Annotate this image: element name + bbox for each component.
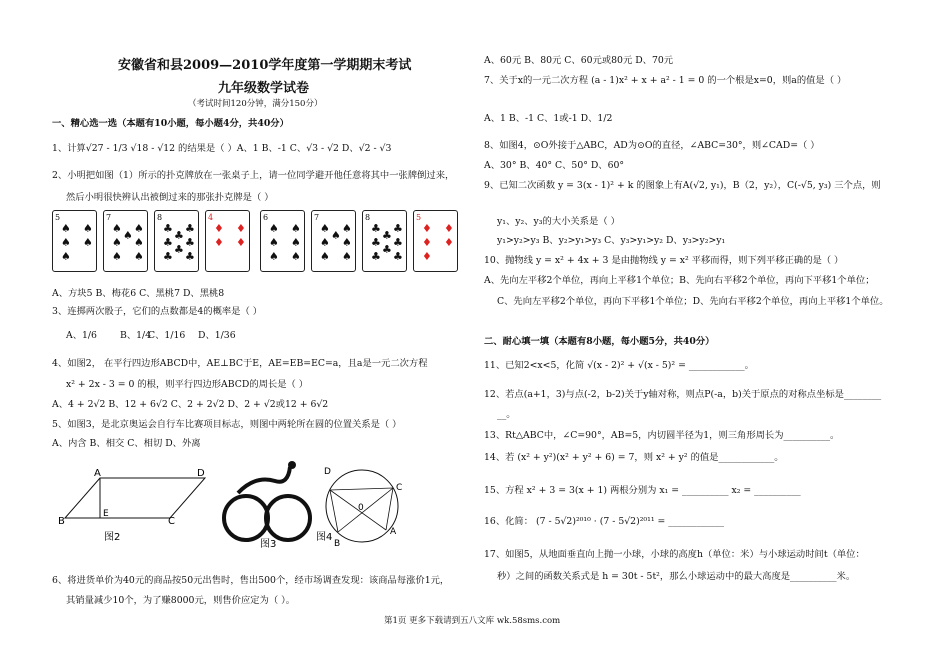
question-5: 5、如图3，是北京奥运会自行车比赛项目标志，则图中两轮所在圆的位置关系是（ ） bbox=[52, 419, 402, 430]
exam-subject-title: 九年级数学试卷 bbox=[218, 81, 310, 96]
card-rank: 7 bbox=[314, 213, 320, 222]
question-6-options: A、60元 B、80元 C、60元或80元 D、70元 bbox=[484, 55, 674, 66]
exam-info: （考试时间120分钟，满分150分） bbox=[188, 99, 323, 109]
playing-card bbox=[52, 210, 97, 272]
card-suit-pip: ♠ bbox=[320, 236, 330, 249]
card-suit-pip: ♦ bbox=[422, 236, 432, 249]
question-7: 7、关于x的一元二次方程 (a - 1)x² + x + a² - 1 = 0 的一个根是x=0，则a的值是（ ） bbox=[484, 75, 847, 86]
card-suit-pip: ♣ bbox=[163, 222, 173, 235]
playing-card bbox=[362, 210, 407, 272]
figure-3-bicycle-logo bbox=[220, 455, 320, 550]
question-8-options: A、30° B、40° C、50° D、60° bbox=[484, 160, 625, 171]
card-suit-pip: ♣ bbox=[371, 222, 381, 235]
figure-2-caption: 图2 bbox=[104, 532, 121, 543]
question-10-option-cd: C、先向左平移2个单位，再向下平移1个单位；D、先向右平移2个单位，再向上平移1个单位。 bbox=[497, 296, 889, 307]
question-6-line1: 6、将进货单价为40元的商品按50元出售时，售出500个，经市场调查发现：该商品每涨价1元， bbox=[52, 575, 450, 586]
card-suit-pip: ♦ bbox=[236, 222, 246, 235]
question-11: 11、已知2<x<5，化简 √(x - 2)² + √(x - 5)² = ____________。 bbox=[484, 360, 754, 371]
svg-text:A: A bbox=[94, 468, 101, 479]
svg-text:C: C bbox=[396, 483, 403, 493]
figure-2-parallelogram bbox=[60, 466, 220, 546]
card-rank: 8 bbox=[157, 213, 163, 222]
figure-3-caption: 图3 bbox=[260, 539, 277, 550]
figure-4-caption: 图4 bbox=[316, 532, 333, 543]
card-suit-pip: ♣ bbox=[185, 250, 195, 263]
question-3: 3、连掷两次骰子，它们的点数都是4的概率是（ ） bbox=[52, 306, 263, 317]
question-4-options: A、4 + 2√2 B、12 + 6√2 C、2 + 2√2 D、2 + √2或12 + 6√2 bbox=[52, 399, 329, 410]
question-10: 10、抛物线 y = x² + 4x + 3 是由抛物线 y = x² 平移而得，则下列平移正确的是（ ） bbox=[484, 255, 844, 266]
q3-option-c: C、1/16 bbox=[148, 330, 186, 341]
card-suit-pip: ♠ bbox=[61, 236, 71, 249]
card-suit-pip: ♠ bbox=[61, 250, 71, 263]
question-12-line1: 12、若点(a+1，3)与点(-2，b-2)关于y轴对称，则点P(-a，b)关于原点的对称点坐标是________ bbox=[484, 389, 882, 400]
card-suit-pip: ♣ bbox=[393, 250, 403, 263]
section1-heading: 一、精心选一选（本题有10小题，每小题4分，共40分） bbox=[52, 118, 289, 129]
card-suit-pip: ♦ bbox=[444, 222, 454, 235]
card-suit-pip: ♠ bbox=[291, 236, 301, 249]
card-suit-pip: ♣ bbox=[174, 243, 184, 256]
card-suit-pip: ♣ bbox=[371, 250, 381, 263]
card-suit-pip: ♠ bbox=[112, 222, 122, 235]
card-suit-pip: ♠ bbox=[83, 236, 93, 249]
card-suit-pip: ♠ bbox=[112, 250, 122, 263]
question-17-line2: 秒）之间的函数关系式是 h = 30t - 5t²，那么小球运动中的最大高度是__________米。 bbox=[497, 571, 856, 582]
card-suit-pip: ♠ bbox=[342, 250, 352, 263]
card-suit-pip: ♣ bbox=[393, 236, 403, 249]
question-9-line2: y₁、y₂、y₃的大小关系是（ ） bbox=[497, 216, 620, 227]
card-suit-pip: ♣ bbox=[163, 236, 173, 249]
playing-card bbox=[311, 210, 356, 272]
card-rank: 5 bbox=[416, 213, 422, 222]
question-2-options: A、方块5 B、梅花6 C、黑桃7 D、黑桃8 bbox=[52, 288, 225, 299]
card-suit-pip: ♦ bbox=[422, 222, 432, 235]
card-rank: 8 bbox=[365, 213, 371, 222]
card-suit-pip: ♦ bbox=[444, 236, 454, 249]
card-suit-pip: ♠ bbox=[269, 236, 279, 249]
card-suit-pip: ♠ bbox=[320, 222, 330, 235]
svg-text:E: E bbox=[103, 509, 109, 519]
question-7-options: A、1 B、-1 C、1或-1 D、1/2 bbox=[484, 113, 613, 124]
question-16: 16、化简： (7 - 5√2)²⁰¹⁰ · (7 - 5√2)²⁰¹¹ = ____________ bbox=[484, 516, 725, 527]
card-suit-pip: ♠ bbox=[331, 229, 341, 242]
question-12-line2: __。 bbox=[497, 409, 516, 420]
card-suit-pip: ♦ bbox=[236, 236, 246, 249]
question-4-line1: 4、如图2， 在平行四边形ABCD中，AE⊥BC于E，AE=EB=EC=a，且a是一元二次方程 bbox=[52, 358, 428, 369]
playing-card bbox=[413, 210, 458, 272]
question-1: 1、计算√27 - 1/3 √18 - √12 的结果是（ ）A、1 B、-1 C、√3 - √2 D、√2 - √3 bbox=[52, 143, 392, 154]
playing-card bbox=[260, 210, 305, 272]
svg-text:C: C bbox=[168, 516, 175, 527]
question-8: 8、如图4，⊙O外接于△ABC，AD为⊙O的直径，∠ABC=30°，则∠CAD=（ ） bbox=[484, 140, 820, 151]
card-suit-pip: ♠ bbox=[291, 222, 301, 235]
card-suit-pip: ♠ bbox=[342, 222, 352, 235]
svg-text:B: B bbox=[58, 516, 65, 527]
question-4-line2: x² + 2x - 3 = 0 的根，则平行四边形ABCD的周长是（ ） bbox=[66, 379, 309, 390]
card-suit-pip: ♠ bbox=[123, 229, 133, 242]
card-suit-pip: ♠ bbox=[269, 222, 279, 235]
q3-option-d: D、1/36 bbox=[198, 330, 236, 341]
card-suit-pip: ♣ bbox=[393, 222, 403, 235]
question-2-line1: 2、小明把如图（1）所示的扑克牌放在一张桌子上，请一位同学避开他任意将其中一张牌倒过来， bbox=[52, 170, 455, 181]
card-suit-pip: ♠ bbox=[291, 250, 301, 263]
svg-text:B: B bbox=[334, 539, 341, 549]
svg-text:A: A bbox=[390, 527, 397, 537]
card-suit-pip: ♠ bbox=[134, 236, 144, 249]
question-2-line2: 然后小明很快辨认出被倒过来的那张扑克牌是（ ） bbox=[66, 192, 274, 203]
question-6-line2: 其销量减少10个，为了赚8000元，则售价应定为（ ）。 bbox=[66, 595, 296, 606]
question-9-options: y₁>y₂>y₃ B、y₂>y₁>y₃ C、y₃>y₁>y₂ D、y₃>y₂>y₁ bbox=[497, 235, 726, 246]
card-suit-pip: ♣ bbox=[185, 222, 195, 235]
card-rank: 7 bbox=[106, 213, 112, 222]
card-suit-pip: ♣ bbox=[174, 229, 184, 242]
card-rank: 6 bbox=[263, 213, 269, 222]
page-footer: 第1页 更多下载请到五八文库 wk.58sms.com bbox=[384, 616, 561, 626]
question-15: 15、方程 x² + 3 = 3(x + 1) 两根分别为 x₁ = __________ x₂ = __________ bbox=[484, 485, 801, 496]
question-13: 13、Rt△ABC中，∠C=90°，AB=5，内切圆半径为1，则三角形周长为__________。 bbox=[484, 430, 840, 441]
card-suit-pip: ♦ bbox=[214, 222, 224, 235]
playing-card bbox=[154, 210, 199, 272]
card-suit-pip: ♣ bbox=[185, 236, 195, 249]
question-17-line1: 17、如图5，从地面垂直向上抛一小球，小球的高度h（单位：米）与小球运动时间t（单位： bbox=[484, 549, 865, 560]
question-14: 14、若 (x² + y²)(x² + y² + 6) = 7，则 x² + y² 的值是____________。 bbox=[484, 452, 784, 463]
card-suit-pip: ♠ bbox=[61, 222, 71, 235]
card-rank: 4 bbox=[208, 213, 214, 222]
question-5-options: A、内含 B、相交 C、相切 D、外离 bbox=[52, 438, 201, 449]
card-suit-pip: ♠ bbox=[112, 236, 122, 249]
playing-card bbox=[205, 210, 250, 272]
card-suit-pip: ♠ bbox=[342, 236, 352, 249]
card-suit-pip: ♠ bbox=[269, 250, 279, 263]
q3-option-a: A、1/6 bbox=[66, 330, 97, 341]
section2-heading: 二、耐心填一填（本题有8小题，每小题5分，共40分） bbox=[484, 336, 715, 347]
question-10-option-ab: A、先向左平移2个单位，再向上平移1个单位；B、先向右平移2个单位，再向下平移1个单位； bbox=[484, 275, 875, 286]
card-suit-pip: ♦ bbox=[214, 236, 224, 249]
q3-option-b: B、1/4 bbox=[120, 330, 152, 341]
svg-text:D: D bbox=[324, 467, 331, 477]
card-suit-pip: ♠ bbox=[134, 222, 144, 235]
figure-4-circle bbox=[318, 460, 408, 550]
svg-text:D: D bbox=[197, 468, 205, 479]
card-rank: 5 bbox=[55, 213, 61, 222]
svg-text:0: 0 bbox=[358, 503, 364, 513]
card-suit-pip: ♠ bbox=[134, 250, 144, 263]
question-9-line1: 9、已知二次函数 y = 3(x - 1)² + k 的图象上有A(√2, y₁)，B（2，y₂），C(-√5, y₃) 三个点，则 bbox=[484, 180, 881, 191]
card-suit-pip: ♠ bbox=[83, 222, 93, 235]
card-suit-pip: ♠ bbox=[320, 250, 330, 263]
playing-card bbox=[103, 210, 148, 272]
card-suit-pip: ♣ bbox=[382, 229, 392, 242]
card-suit-pip: ♣ bbox=[371, 236, 381, 249]
card-suit-pip: ♣ bbox=[163, 250, 173, 263]
exam-title: 安徽省和县2009—2010学年度第一学期期末考试 bbox=[118, 58, 412, 73]
card-suit-pip: ♣ bbox=[382, 243, 392, 256]
card-suit-pip: ♦ bbox=[422, 250, 432, 263]
